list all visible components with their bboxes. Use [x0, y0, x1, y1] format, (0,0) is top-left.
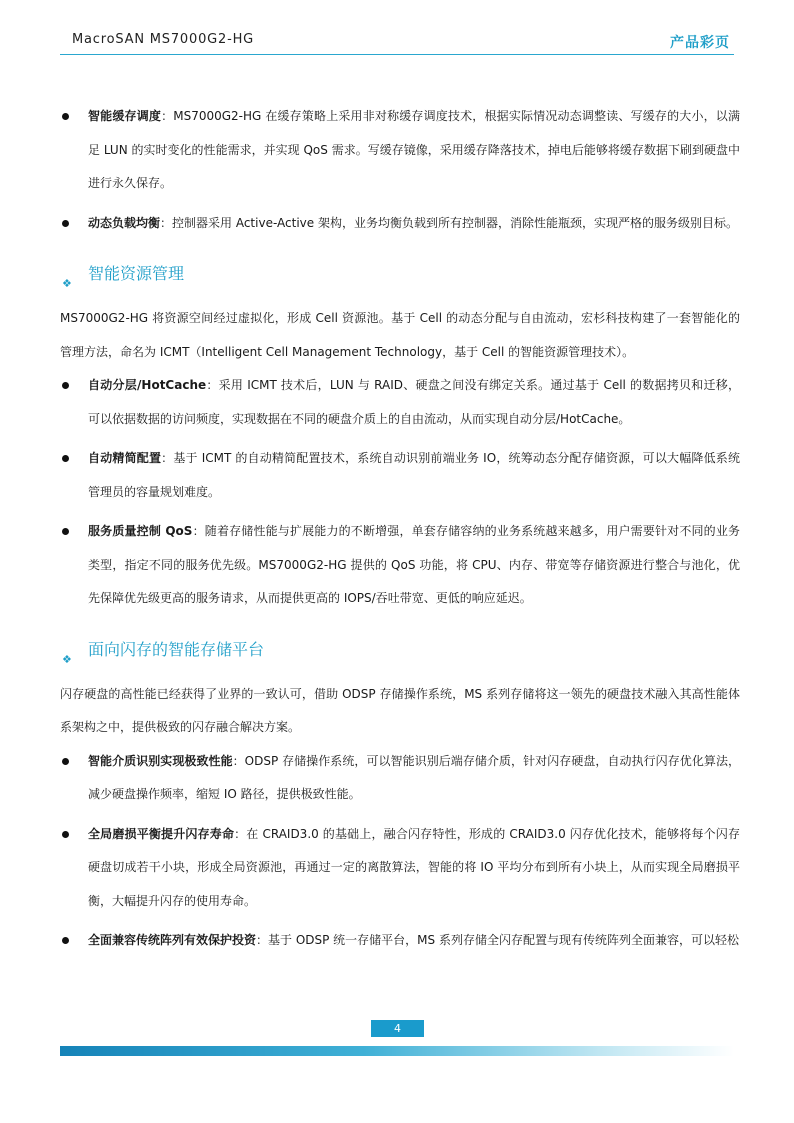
bullet-term: 动态负载均衡	[88, 215, 161, 230]
section-heading	[60, 630, 740, 670]
header-divider	[60, 54, 734, 55]
header-product-name: MacroSAN MS7000G2-HG	[72, 32, 255, 47]
bullet-term: 自动精简配置	[88, 451, 162, 465]
bullet-term: 全局磨损平衡提升闪存寿命	[88, 826, 235, 841]
bullet-text: ：控制器采用 Active-Active 架构，业务均衡负载到所有控制器，消除性能瓶颈，实现严格的服务级别目标。	[160, 215, 738, 230]
page-content	[60, 100, 740, 958]
bullet-term: 服务质量控制 QoS	[88, 524, 193, 538]
bullet-term: 智能介质识别实现极致性能	[88, 753, 233, 768]
bullet-item	[60, 369, 740, 436]
section-title: 智能资源管理	[88, 264, 185, 283]
bullet-text: ：在 CRAID3.0 的基础上，融合闪存特性，形成的 CRAID3.0 闪存优化技术，能够将每个闪存硬盘切成若干小块，形成全局资源池，再通过一定的离散算法，智能的将 IO 平均分布到所有小块上，从而实现全局磨损平衡，大幅提升闪存的使用寿命。	[88, 826, 740, 908]
footer-gradient-bar	[60, 1046, 734, 1056]
bullet-item	[60, 745, 740, 812]
bullet-dot-icon	[62, 758, 69, 765]
bullet-text: ：基于 ICMT 的自动精简配置技术，系统自动识别前端业务 IO，统筹动态分配存储资源，可以大幅降低系统管理员的容量规划难度。	[88, 451, 740, 499]
page-number: 4	[371, 1020, 424, 1037]
bullet-text: ：采用 ICMT 技术后，LUN 与 RAID、硬盘之间没有绑定关系。通过基于 Cell 的数据拷贝和迁移，可以依据数据的访问频度，实现数据在不同的硬盘介质上的自由流动，从而实现自动分层/HotCache。	[88, 378, 741, 426]
bullet-text: ：MS7000G2-HG 在缓存策略上采用非对称缓存调度技术，根据实际情况动态调整读、写缓存的大小，以满足 LUN 的实时变化的性能需求，并实现 QoS 需求。写缓存镜像，采用缓存降落技术，掉电后能够将缓存数据下刷到硬盘中进行永久保存。	[88, 109, 740, 190]
bullet-term: 自动分层/HotCache	[88, 378, 207, 392]
bullet-term: 全面兼容传统阵列有效保护投资	[88, 933, 257, 947]
bullet-dot-icon	[62, 937, 69, 944]
bullet-item	[60, 100, 740, 201]
bullet-dot-icon	[62, 831, 69, 838]
diamond-bullet-icon: ❖	[62, 652, 72, 666]
section-intro: 闪存硬盘的高性能已经获得了业界的一致认可，借助 ODSP 存储操作系统，MS 系列存储将这一领先的硬盘技术融入其高性能体系架构之中，提供极致的闪存融合解决方案。	[60, 686, 740, 734]
bullet-item	[60, 442, 740, 509]
bullet-item	[60, 924, 740, 958]
bullet-item	[60, 515, 740, 616]
bullet-text: ：基于 ODSP 统一存储平台，MS 系列存储全闪存配置与现有传统阵列全面兼容，可以轻松	[256, 933, 739, 947]
section-title: 面向闪存的智能存储平台	[88, 639, 265, 659]
section-intro: MS7000G2-HG 将资源空间经过虚拟化，形成 Cell 资源池。基于 Cell 的动态分配与自由流动，宏杉科技构建了一套智能化的管理方法，命名为 ICMT（Intelligent Cell Management Technology，基于 Cell 的智能资源管理技术）。	[60, 311, 740, 359]
diamond-bullet-icon: ❖	[62, 277, 72, 290]
bullet-term: 智能缓存调度	[88, 109, 162, 123]
bullet-dot-icon	[62, 455, 69, 462]
bullet-item	[60, 818, 740, 919]
bullet-dot-icon	[62, 382, 69, 389]
section-heading	[60, 254, 740, 294]
page-header	[60, 30, 734, 54]
bullet-text: ：随着存储性能与扩展能力的不断增强，单套存储容纳的业务系统越来越多，用户需要针对不同的业务类型，指定不同的服务优先级。MS7000G2-HG 提供的 QoS 功能，将 CPU、内存、带宽等存储资源进行整合与池化，优先保障优先级更高的服务请求，从而提供更高的 IOPS/吞吐带宽、更低的响应延迟。	[88, 524, 740, 605]
bullet-dot-icon	[62, 113, 69, 120]
header-doc-type: 产品彩页	[670, 35, 730, 51]
bullet-dot-icon	[62, 528, 69, 535]
bullet-text: ：ODSP 存储操作系统，可以智能识别后端存储介质，针对闪存硬盘，自动执行闪存优化算法，减少硬盘操作频率，缩短 IO 路径，提供极致性能。	[88, 753, 740, 801]
bullet-item	[60, 207, 740, 241]
bullet-dot-icon	[62, 220, 69, 227]
